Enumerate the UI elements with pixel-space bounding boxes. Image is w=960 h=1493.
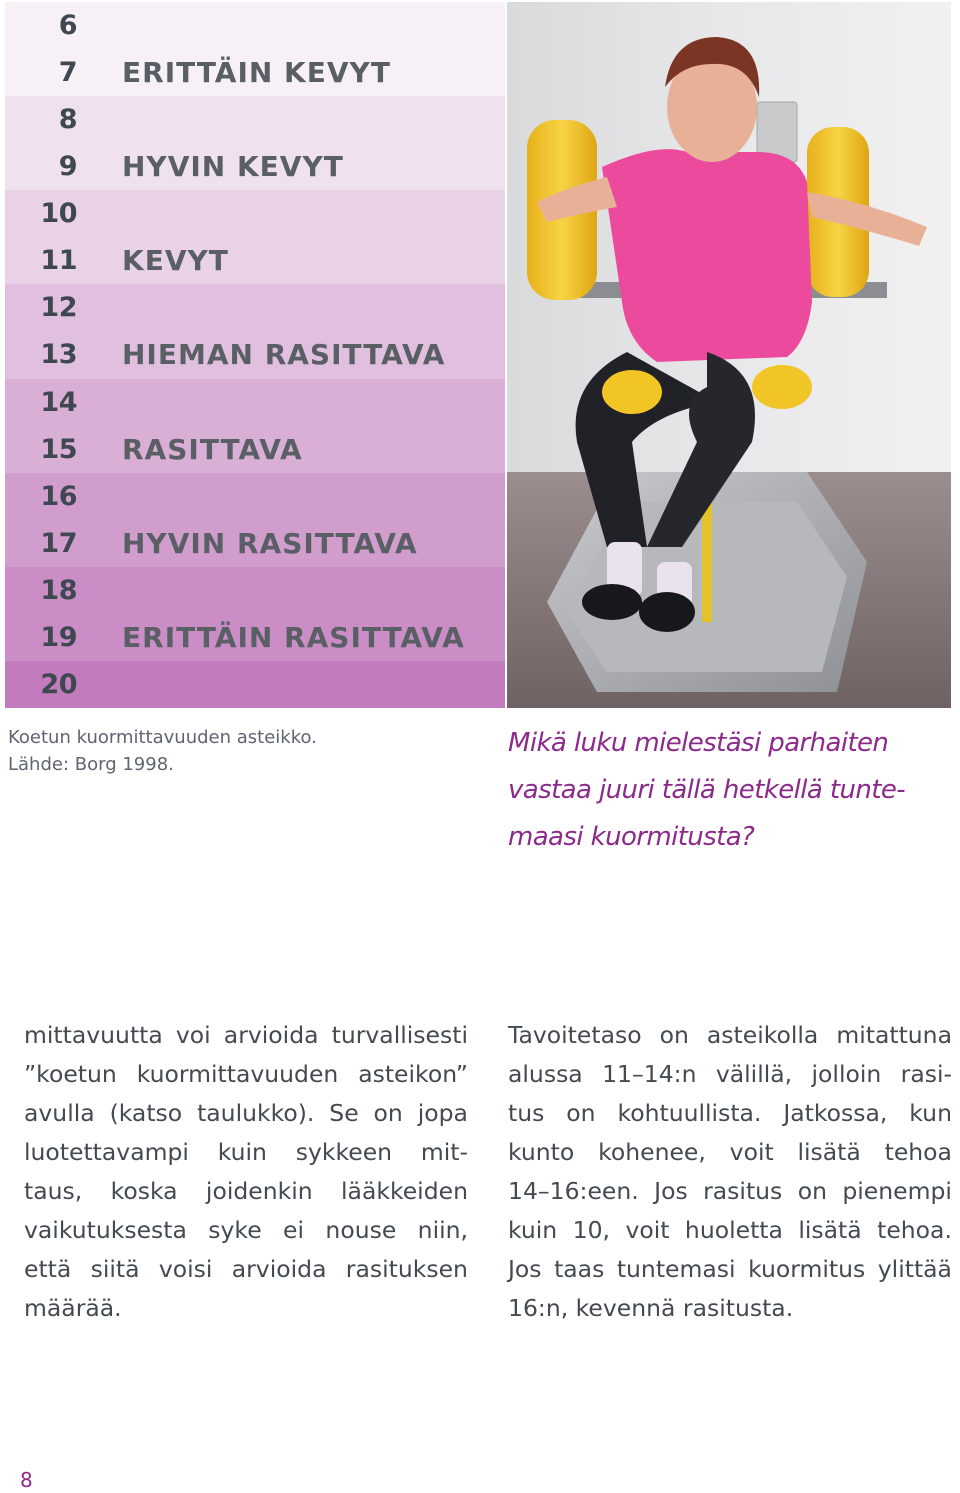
exercise-photo — [507, 2, 951, 708]
scale-value: 16 — [40, 480, 77, 512]
scale-value: 9 — [58, 151, 77, 183]
scale-row — [5, 567, 505, 614]
question-line: vastaa juuri tällä hetkellä tunte- — [508, 775, 906, 805]
scale-label: HIEMAN RASITTAVA — [122, 338, 446, 372]
scale-label: HYVIN RASITTAVA — [122, 526, 418, 560]
body-line: vaikutuksesta syke ei nouse niin, — [24, 1216, 468, 1244]
page-number: 8 — [20, 1468, 33, 1492]
scale-row — [5, 284, 505, 331]
scale-row — [5, 143, 505, 190]
body-line: alussa 11–14:n välillä, jolloin rasi- — [508, 1060, 952, 1088]
scale-row — [5, 237, 505, 284]
scale-row — [5, 331, 505, 378]
body-line: tus on kohtuullista. Jatkossa, kun — [508, 1099, 952, 1127]
question-line: Mikä luku mielestäsi parhaiten — [508, 728, 889, 758]
scale-value: 17 — [40, 527, 77, 559]
scale-label: ERITTÄIN KEVYT — [122, 56, 391, 90]
scale-value: 6 — [58, 10, 77, 41]
scale-label: HYVIN KEVYT — [122, 150, 344, 184]
scale-value: 14 — [40, 386, 77, 418]
scale-caption — [8, 724, 317, 778]
scale-label: RASITTAVA — [122, 432, 303, 466]
body-line: taus, koska joidenkin lääkkeiden — [24, 1177, 468, 1205]
body-line: kuin 10, voit huoletta lisätä tehoa. — [508, 1216, 952, 1244]
scale-row — [5, 473, 505, 520]
caption-source: Lähde: Borg 1998. — [8, 754, 174, 775]
scale-value: 8 — [58, 104, 77, 136]
body-line: kunto kohenee, voit lisätä tehoa — [508, 1138, 952, 1166]
scale-label: KEVYT — [122, 244, 229, 278]
scale-row — [5, 426, 505, 473]
body-line: Tavoitetaso on asteikolla mitattuna — [508, 1021, 952, 1049]
scale-row — [5, 379, 505, 426]
scale-value: 7 — [58, 57, 77, 89]
question-text — [508, 720, 948, 861]
body-text-right — [508, 1016, 952, 1328]
body-line: 16:n, kevennä rasitusta. — [508, 1294, 794, 1322]
scale-value: 13 — [40, 339, 77, 371]
scale-value: 10 — [40, 198, 77, 230]
scale-row — [5, 520, 505, 567]
body-line: määrää. — [24, 1294, 122, 1322]
scale-value: 12 — [40, 292, 77, 324]
body-text-left — [24, 1016, 468, 1328]
scale-row — [5, 2, 505, 49]
scale-row — [5, 661, 505, 708]
body-line: avulla (katso taulukko). Se on jopa — [24, 1099, 468, 1127]
scale-label: ERITTÄIN RASITTAVA — [122, 620, 465, 654]
body-line: Jos taas tuntemasi kuormitus ylittää — [508, 1255, 952, 1283]
scale-value: 19 — [40, 621, 77, 653]
body-line: mittavuutta voi arvioida turvallisesti — [24, 1021, 468, 1049]
scale-row — [5, 96, 505, 143]
scale-row — [5, 614, 505, 661]
question-line: maasi kuormitusta? — [508, 822, 755, 852]
body-line: luotettavampi kuin sykkeen mit- — [24, 1138, 468, 1166]
scale-row — [5, 49, 505, 96]
body-line: 14–16:een. Jos rasitus on pienempi — [508, 1177, 952, 1205]
body-line: että siitä voisi arvioida rasituksen — [24, 1255, 468, 1283]
scale-value: 11 — [40, 245, 77, 277]
caption-line: Koetun kuormittavuuden asteikko. — [8, 727, 317, 748]
scale-value: 20 — [40, 668, 77, 700]
body-line: ”koetun kuormittavuuden asteikon” — [24, 1060, 468, 1088]
scale-value: 15 — [40, 433, 77, 465]
scale-value: 18 — [40, 574, 77, 606]
scale-row — [5, 190, 505, 237]
borg-scale-table — [5, 2, 505, 708]
